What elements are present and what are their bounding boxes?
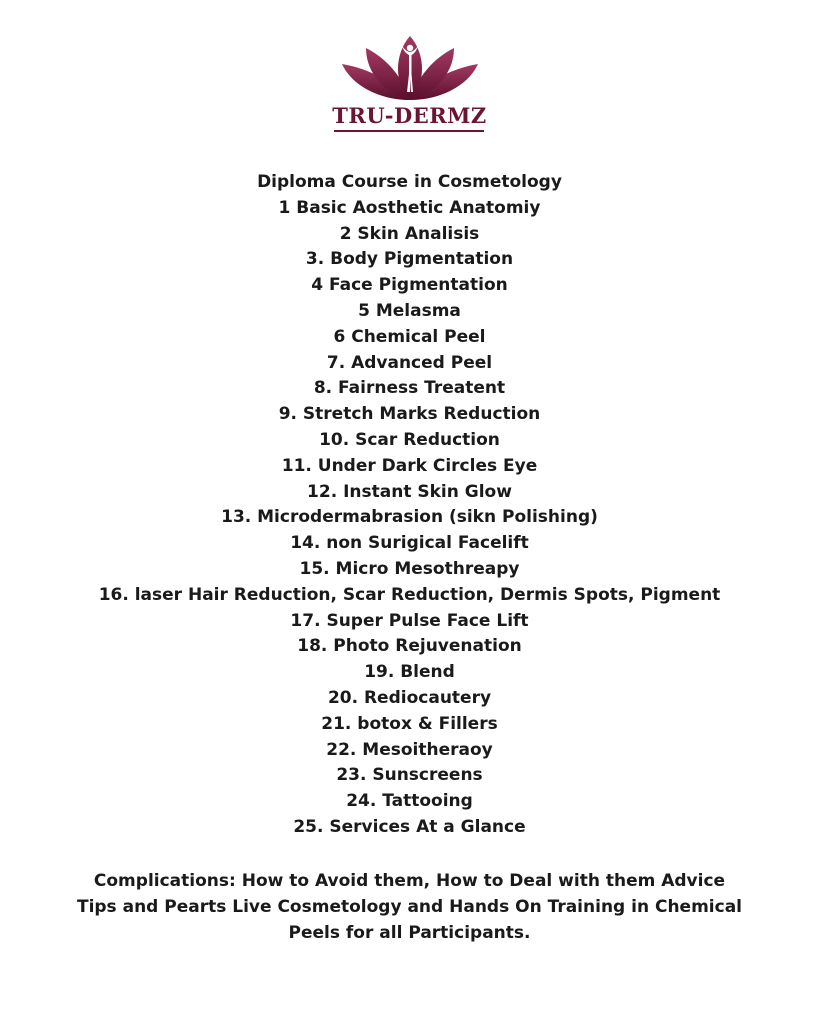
course-item: 6 Chemical Peel: [333, 326, 486, 347]
course-item: 8. Fairness Treatent: [313, 378, 506, 399]
lotus-figure-icon: [340, 34, 480, 104]
course-item: 19. Blend: [364, 662, 455, 683]
course-item: 4 Face Pigmentation: [311, 275, 508, 296]
course-item: 20. Rediocautery: [327, 687, 492, 708]
course-item: 11. Under Dark Circles Eye: [281, 455, 538, 476]
course-section: [0, 170, 819, 841]
course-item: 14. non Surigical Facelift: [290, 533, 529, 554]
course-item: 7. Advanced Peel: [326, 352, 493, 373]
footer-notes: [0, 868, 819, 946]
course-item: 25. Services At a Glance: [293, 816, 526, 837]
course-item: 5 Melasma: [358, 300, 461, 321]
footer-line: Complications: How to Avoid them, How to Deal with them Advice: [93, 871, 726, 891]
course-item: 21. botox & Fillers: [321, 713, 498, 734]
course-item: 24. Tattooing: [346, 791, 473, 812]
course-item: 3. Body Pigmentation: [305, 249, 514, 270]
footer-line: Peels for all Participants.: [288, 923, 531, 943]
course-item: 12. Instant Skin Glow: [307, 481, 512, 502]
course-item: 17. Super Pulse Face Lift: [290, 610, 529, 631]
course-item: 1 Basic Aosthetic Anatomiy: [278, 197, 541, 218]
course-title: Diploma Course in Cosmetology: [257, 172, 562, 192]
course-item: 15. Micro Mesothreapy: [299, 558, 520, 579]
course-item: 2 Skin Analisis: [339, 223, 480, 244]
course-item: 16. laser Hair Reduction, Scar Reduction, Dermis Spots, Pigment: [98, 584, 721, 605]
brand-underline: [334, 130, 484, 132]
course-item: 9. Stretch Marks Reduction: [278, 404, 541, 425]
course-item: 13. Microdermabrasion (sikn Polishing): [221, 507, 598, 528]
brand-name: TRU-DERMZ: [332, 103, 487, 128]
course-item: 18. Photo Rejuvenation: [297, 636, 522, 657]
footer-line: Tips and Pearts Live Cosmetology and Hands On Training in Chemical: [76, 897, 743, 917]
course-item: 10. Scar Reduction: [319, 429, 500, 450]
course-item: 23. Sunscreens: [336, 765, 483, 786]
course-item: 22. Mesoitheraoy: [326, 739, 493, 760]
